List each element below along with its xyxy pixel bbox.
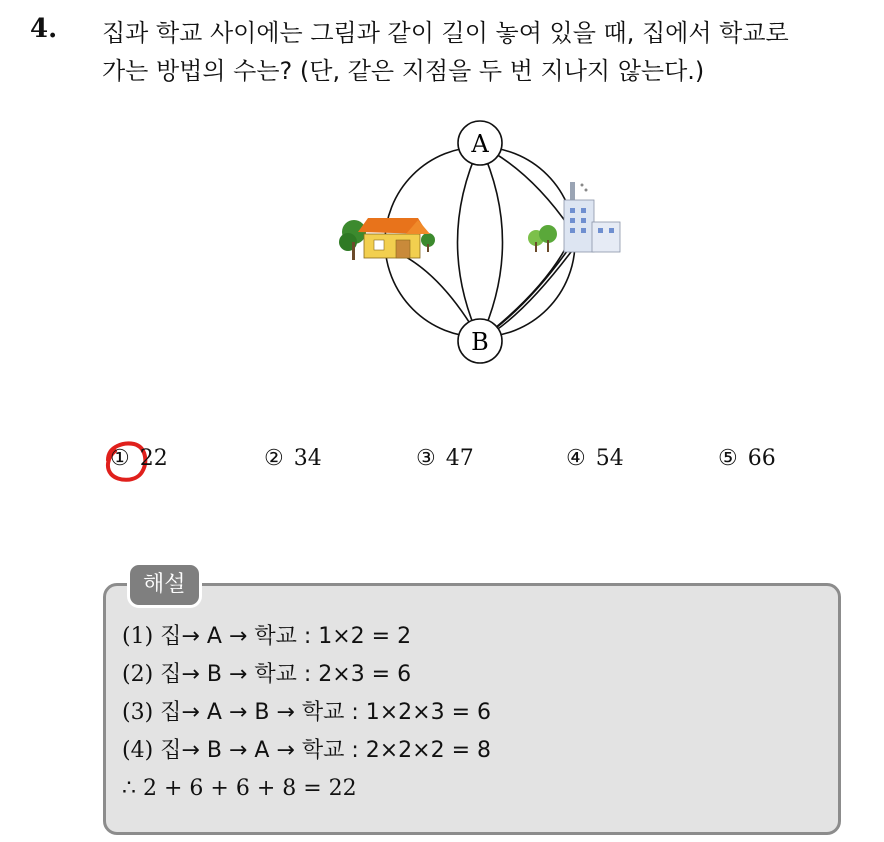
solution-line-4 <box>122 732 491 770</box>
choice-5-value: 66 <box>747 446 776 471</box>
solution-line-4-label: (4) <box>122 738 154 763</box>
answer-choices <box>0 446 884 486</box>
solution-line-1-text: 집→ A → 학교 : 1×2 = 2 <box>160 624 412 649</box>
solution-lines <box>122 618 491 808</box>
question-number: 4. <box>30 14 58 44</box>
route-diagram <box>330 120 630 370</box>
choice-1[interactable] <box>110 446 168 471</box>
choice-4-number: ④ <box>566 446 586 471</box>
node-a-label: A <box>471 130 489 158</box>
solution-line-3 <box>122 694 491 732</box>
choice-4[interactable] <box>566 446 624 471</box>
question-line-2: 가는 방법의 수는? (단, 같은 지점을 두 번 지나지 않는다.) <box>102 57 705 85</box>
choice-2-value: 34 <box>293 446 322 471</box>
solution-line-3-text: 집→ A → B → 학교 : 1×2×3 = 6 <box>160 700 492 725</box>
solution-line-1 <box>122 618 491 656</box>
choice-1-value: 22 <box>139 446 168 471</box>
solution-line-5-text: 2 + 6 + 6 + 8 = 22 <box>143 776 357 801</box>
choice-4-value: 54 <box>595 446 624 471</box>
choice-2-number: ② <box>264 446 284 471</box>
choice-5-number: ⑤ <box>718 446 738 471</box>
choice-1-number: ① <box>110 446 130 471</box>
choice-3-value: 47 <box>445 446 474 471</box>
house-icon <box>339 218 435 260</box>
choice-3[interactable] <box>416 446 474 471</box>
route-a-b-right <box>480 145 503 340</box>
solution-line-4-text: 집→ B → A → 학교 : 2×2×2 = 8 <box>160 738 492 763</box>
question-line-1: 집과 학교 사이에는 그림과 같이 길이 놓여 있을 때, 집에서 학교로 <box>102 19 789 47</box>
choice-2[interactable] <box>264 446 322 471</box>
solution-line-1-label: (1) <box>122 624 154 649</box>
node-b-label: B <box>471 328 489 356</box>
solution-line-2-text: 집→ B → 학교 : 2×3 = 6 <box>160 662 412 687</box>
choice-5[interactable] <box>718 446 776 471</box>
solution-line-5-label: ∴ <box>122 776 136 801</box>
solution-line-2-label: (2) <box>122 662 154 687</box>
solution-line-5 <box>122 770 491 808</box>
solution-line-2 <box>122 656 491 694</box>
choice-3-number: ③ <box>416 446 436 471</box>
solution-tag: 해설 <box>127 562 202 608</box>
question-text <box>102 14 872 90</box>
solution-line-3-label: (3) <box>122 700 154 725</box>
